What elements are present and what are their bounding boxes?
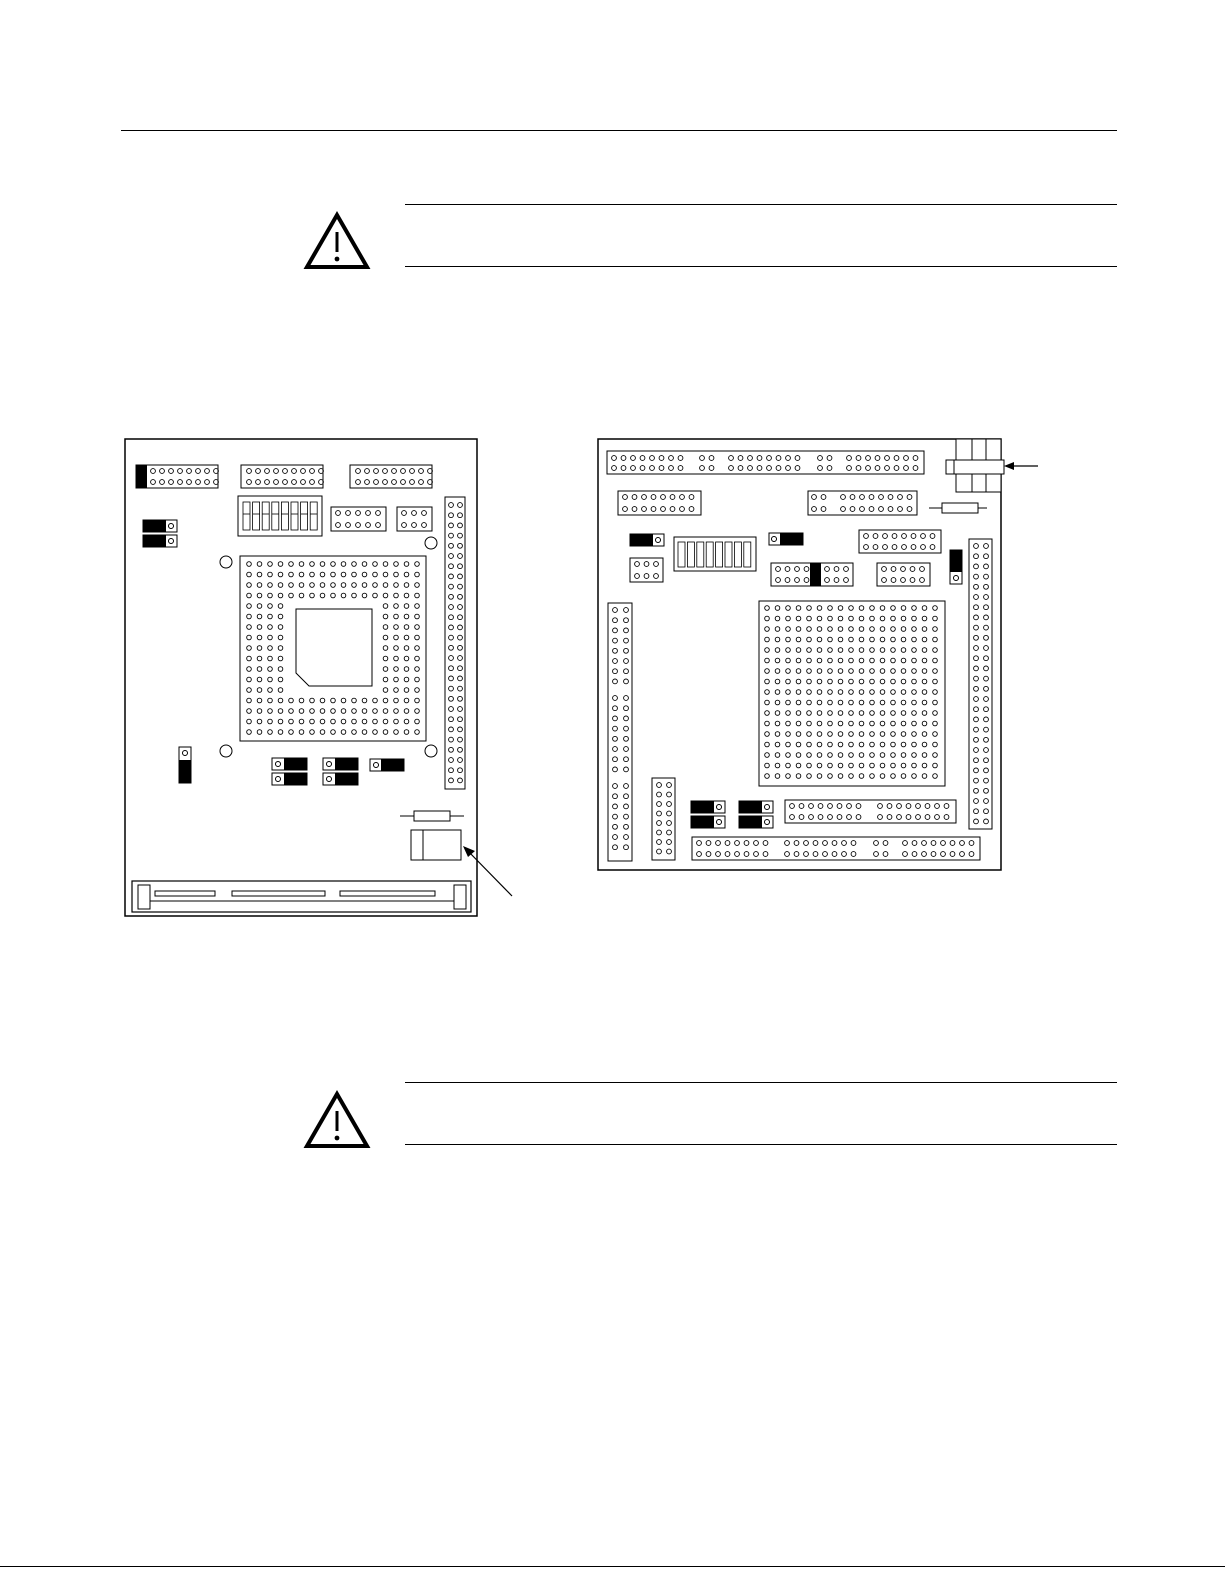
- dip-switch-cell: [687, 542, 694, 567]
- bottom-rule: [0, 1566, 1225, 1567]
- dip-switch-cell: [697, 542, 704, 567]
- dip-switch-cell: [706, 542, 713, 567]
- dip-switch-cell: [678, 542, 685, 567]
- right-callout-arrow: [1004, 462, 1038, 470]
- dip-switch-cell: [744, 542, 751, 567]
- dip-switch-cell: [734, 542, 741, 567]
- warning-triangle-icon: [304, 1091, 370, 1149]
- dip-switch-cell: [716, 542, 723, 567]
- caution-2-top-rule: [405, 1082, 1117, 1083]
- caution-2-bottom-rule: [405, 1144, 1117, 1145]
- dip-switch-cell: [725, 542, 732, 567]
